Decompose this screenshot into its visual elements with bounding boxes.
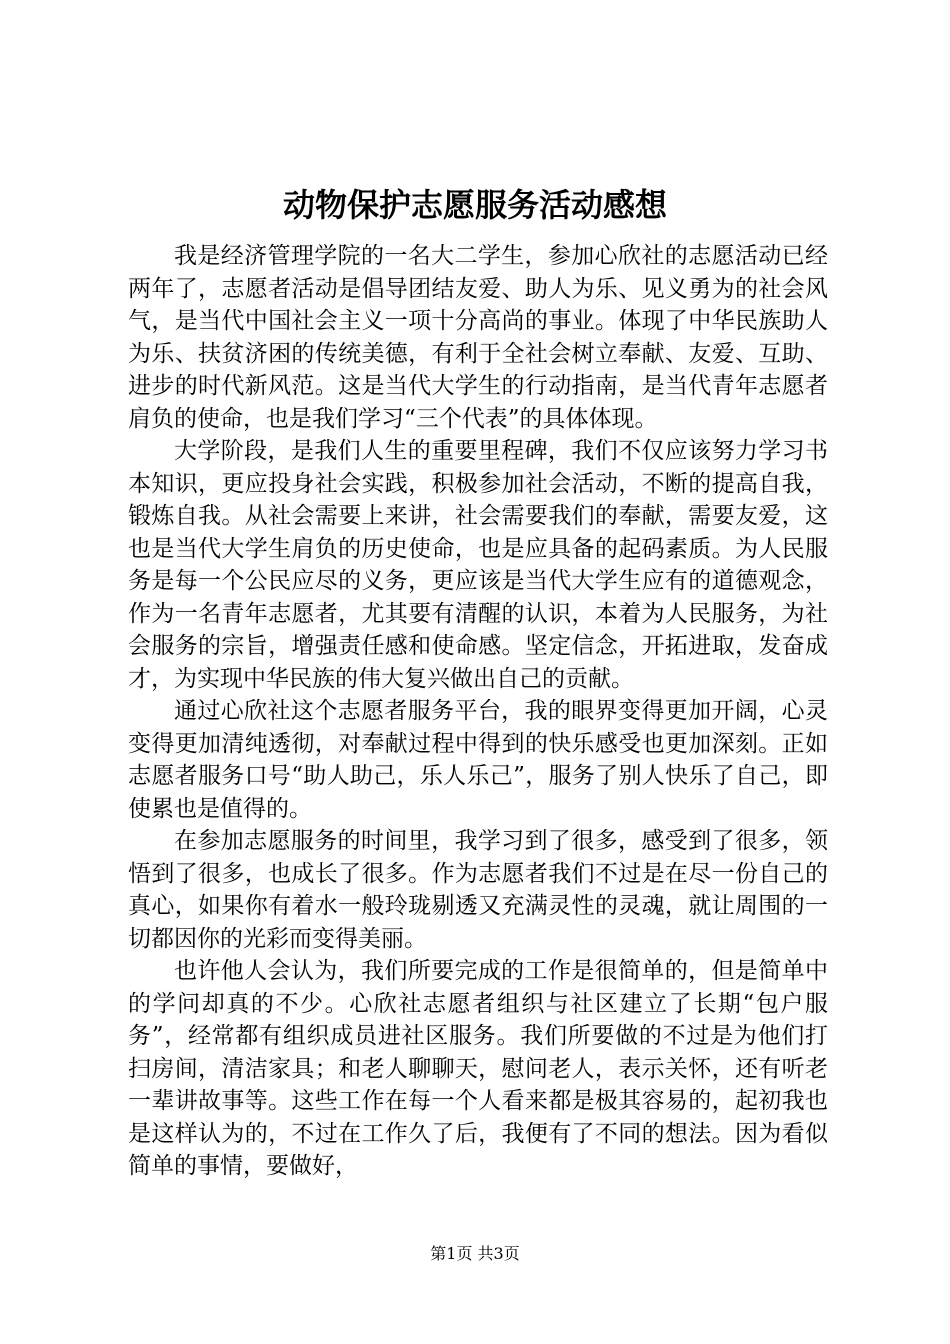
document-title: 动物保护志愿服务活动感想 xyxy=(282,186,667,224)
paragraph-4: 在参加志愿服务的时间里，我学习到了很多，感受到了很多，领悟到了很多，也成长了很多。作为志愿者我们不过是在尽一份自己的真心，如果你有着水一般玲珑剔透又充满灵性的灵魂，就让周围的一切都因你的光彩而变得美丽。 xyxy=(128,828,828,952)
paragraph-5: 也许他人会认为，我们所要完成的工作是很简单的，但是简单中的学问却真的不少。心欣社志愿者组织与社区建立了长期“包户服务”，经常都有组织成员进社区服务。我们所要做的不过是为他们打扫房间，清洁家具；和老人聊聊天，慰问老人，表示关怀，还有听老一辈讲故事等。这些工作在每一个人看来都是极其容易的，起初我也是这样认为的，不过在工作久了后，我便有了不同的想法。因为看似简单的事情，要做好， xyxy=(128,958,828,1179)
paragraph-3: 通过心欣社这个志愿者服务平台，我的眼界变得更加开阔，心灵变得更加清纯透彻，对奉献过程中得到的快乐感受也更加深刻。正如志愿者服务口号“助人助己，乐人乐己”，服务了别人快乐了自己，即使累也是值得的。 xyxy=(128,698,828,822)
paragraph-2: 大学阶段，是我们人生的重要里程碑，我们不仅应该努力学习书本知识，更应投身社会实践，积极参加社会活动，不断的提高自我，锻炼自我。从社会需要上来讲，社会需要我们的奉献，需要友爱，这也是当代大学生肩负的历史使命，也是应具备的起码素质。为人民服务是每一个公民应尽的义务，更应该是当代大学生应有的道德观念，作为一名青年志愿者，尤其要有清醒的认识，本着为人民服务，为社会服务的宗旨，增强责任感和使命感。坚定信念，开拓进取，发奋成才，为实现中华民族的伟大复兴做出自己的贡献。 xyxy=(128,438,828,692)
paragraph-1: 我是经济管理学院的一名大二学生，参加心欣社的志愿活动已经两年了，志愿者活动是倡导团结友爱、助人为乐、见义勇为的社会风气，是当代中国社会主义一项十分高尚的事业。体现了中华民族助人为乐、扶贫济困的传统美德，有利于全社会树立奉献、友爱、互助、进步的时代新风范。这是当代大学生的行动指南，是当代青年志愿者肩负的使命，也是我们学习“三个代表”的具体体现。 xyxy=(128,243,828,432)
page-number-footer: 第1页 共3页 xyxy=(430,1244,520,1263)
document-body xyxy=(128,240,828,1183)
